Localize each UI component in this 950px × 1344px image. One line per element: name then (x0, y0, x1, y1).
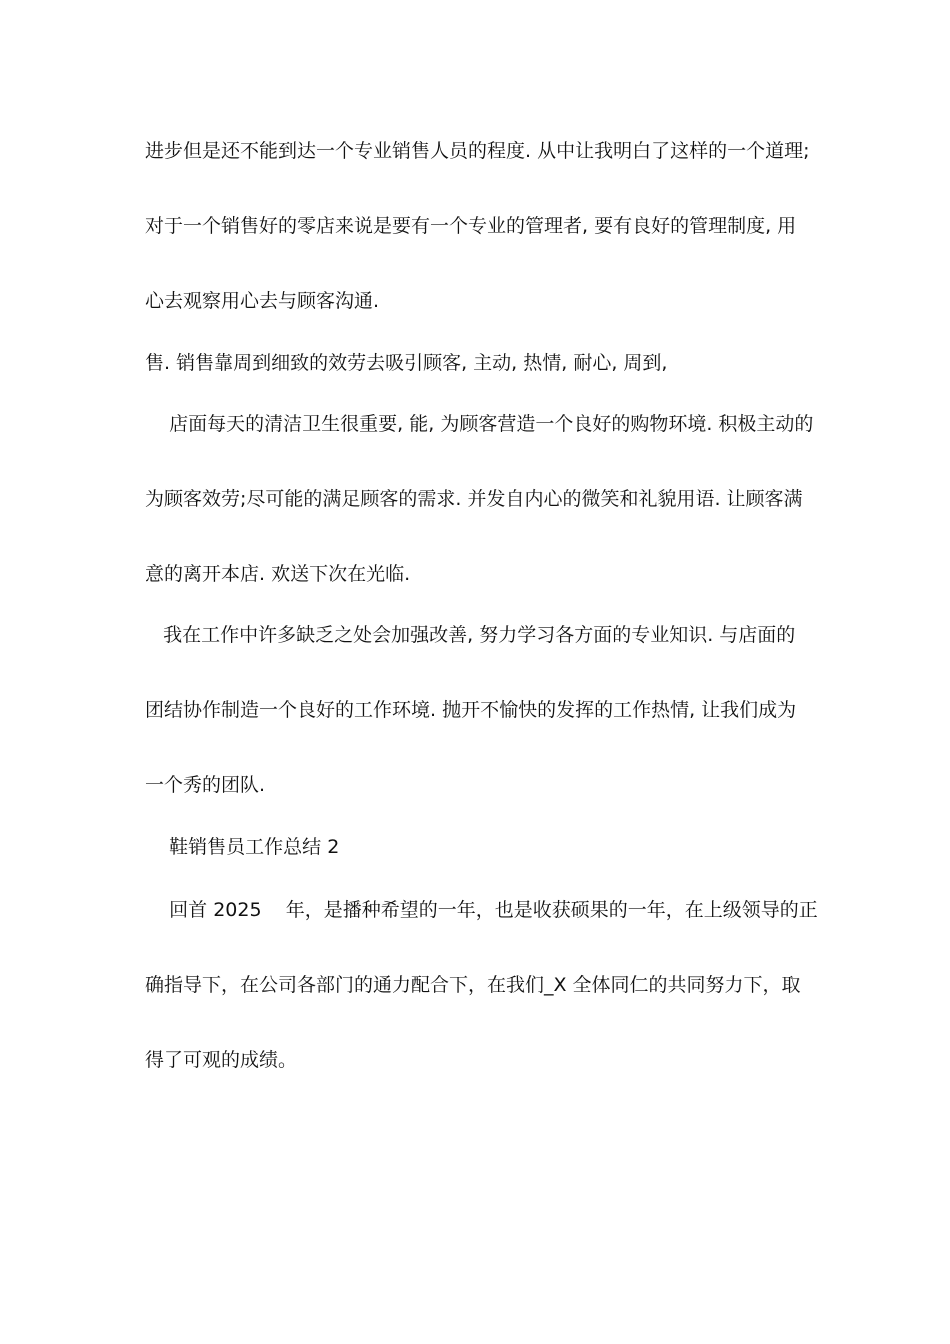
paragraph-line: 意的离开本店. 欢送下次在光临. (145, 563, 411, 585)
paragraph-line: 一个秀的团队. (145, 774, 266, 796)
paragraph-line: 心去观察用心去与顾客沟通. (145, 290, 380, 312)
paragraph-line: 为顾客效劳;尽可能的满足顾客的需求. 并发自内心的微笑和礼貌用语. 让顾客满 (145, 488, 803, 510)
paragraph-line: 确指导下，在公司各部门的通力配合下，在我们_X 全体同仁的共同努力下，取 (145, 974, 801, 996)
paragraph-line: 得了可观的成绩。 (145, 1049, 298, 1071)
paragraph-line: 售. 销售靠周到细致的效劳去吸引顾客, 主动, 热情, 耐心, 周到, (145, 352, 668, 374)
paragraph-line: 进步但是还不能到达一个专业销售人员的程度. 从中让我明白了这样的一个道理; (145, 140, 810, 162)
paragraph-line: 团结协作制造一个良好的工作环境. 抛开不愉快的发挥的工作热情, 让我们成为 (145, 699, 797, 721)
paragraph-line: 我在工作中许多缺乏之处会加强改善, 努力学习各方面的专业知识. 与店面的 (145, 624, 796, 646)
paragraph-line: 回首 2025 年，是播种希望的一年，也是收获硕果的一年，在上级领导的正 (145, 899, 818, 921)
paragraph-line: 对于一个销售好的零店来说是要有一个专业的管理者, 要有良好的管理制度, 用 (145, 215, 797, 237)
paragraph-line: 店面每天的清洁卫生很重要, 能, 为顾客营造一个良好的购物环境. 积极主动的 (145, 413, 814, 435)
section-heading: 鞋销售员工作总结 2 (145, 836, 340, 858)
